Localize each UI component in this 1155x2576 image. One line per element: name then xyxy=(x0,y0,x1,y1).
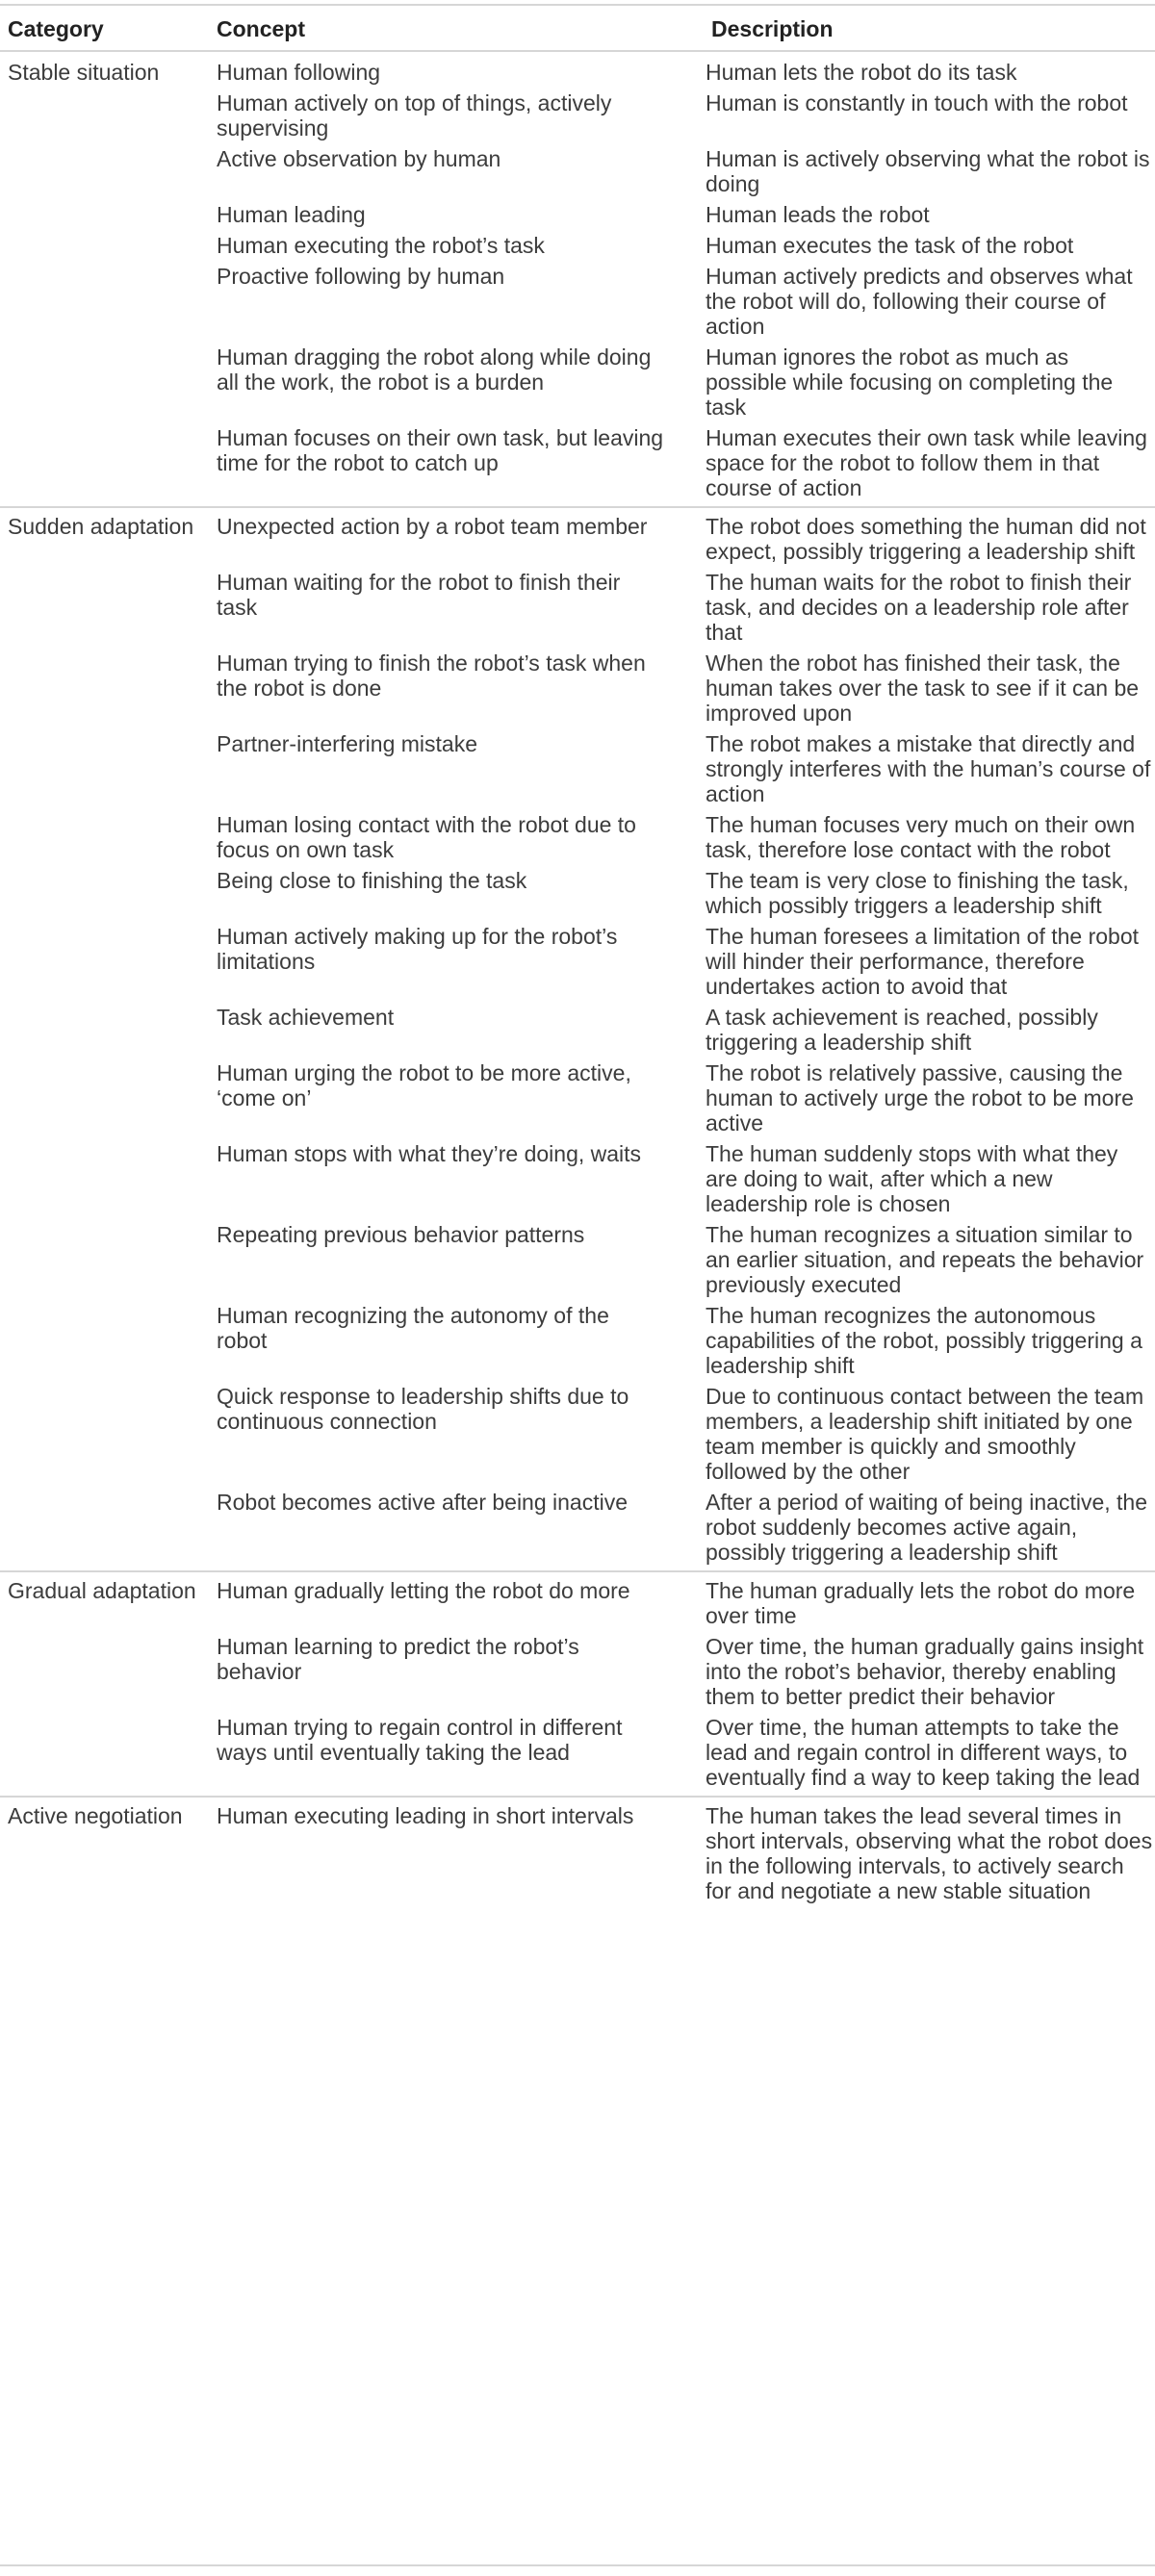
category-cell xyxy=(0,650,217,731)
description-cell: Human lets the robot do its task xyxy=(706,60,1017,85)
description-cell: The human gradually lets the robot do more over time xyxy=(706,1578,1136,1628)
description-cell: The human waits for the robot to finish their task, and decides on a leadership role after that xyxy=(706,570,1132,645)
concepts-table xyxy=(0,8,1155,1909)
concept-cell: Human urging the robot to be more active, ‘come on’ xyxy=(217,1060,631,1110)
table-row xyxy=(0,1005,1155,1060)
concept-cell: Robot becomes active after being inactive xyxy=(217,1490,629,1515)
category-cell: Active negotiation xyxy=(8,1803,183,1828)
concept-cell: Proactive following by human xyxy=(217,264,505,289)
table-row xyxy=(0,731,1155,812)
description-cell: The robot makes a mistake that directly and strongly interferes with the human’s course of action xyxy=(706,731,1151,806)
table-row xyxy=(0,264,1155,344)
table-row xyxy=(0,1303,1155,1384)
description-cell: Human is constantly in touch with the robot xyxy=(706,90,1128,115)
category-cell xyxy=(0,868,217,924)
table-row xyxy=(0,812,1155,868)
concept-cell: Human gradually letting the robot do more xyxy=(217,1578,630,1603)
description-cell: The human takes the lead several times in short intervals, observing what the robot does in the following intervals, to actively search for and negotiate a new stable situation xyxy=(706,1803,1153,1903)
description-cell: The human foresees a limitation of the robot will hinder their performance, therefore undertakes action to avoid that xyxy=(706,924,1140,999)
concept-cell: Partner-interfering mistake xyxy=(217,731,477,756)
concept-cell: Human learning to predict the robot’s behavior xyxy=(217,1634,579,1684)
header-category: Category xyxy=(8,15,104,41)
category-cell xyxy=(0,1384,217,1490)
concept-cell: Being close to finishing the task xyxy=(217,868,527,893)
category-cell xyxy=(0,146,217,202)
category-cell xyxy=(0,1303,217,1384)
table-row xyxy=(0,650,1155,731)
description-cell: When the robot has finished their task, the human takes over the task to see if it can be improved upon xyxy=(706,650,1140,726)
table-row xyxy=(0,1222,1155,1303)
category-cell xyxy=(0,570,217,650)
description-cell: The human suddenly stops with what they are doing to wait, after which a new leadership role is chosen xyxy=(706,1141,1118,1216)
table-row xyxy=(0,1797,1155,1909)
concept-cell: Human stops with what they’re doing, waits xyxy=(217,1141,642,1166)
category-cell xyxy=(0,202,217,233)
concept-cell: Human executing the robot’s task xyxy=(217,233,545,258)
table-row xyxy=(0,90,1155,146)
table-row xyxy=(0,1384,1155,1490)
category-cell xyxy=(0,1141,217,1222)
table-body xyxy=(0,51,1155,1909)
category-cell: Sudden adaptation xyxy=(8,514,194,539)
concept-cell: Human actively on top of things, actively supervising xyxy=(217,90,612,140)
concept-cell: Human following xyxy=(217,60,381,85)
concept-cell: Human executing leading in short intervals xyxy=(217,1803,634,1828)
description-cell: After a period of waiting of being inactive, the robot suddenly becomes active again, possibly triggering a leadership shift xyxy=(706,1490,1148,1565)
table-row xyxy=(0,1490,1155,1571)
table-row xyxy=(0,1715,1155,1797)
description-cell: Human actively predicts and observes what the robot will do, following their course of action xyxy=(706,264,1133,339)
concept-cell: Task achievement xyxy=(217,1005,395,1030)
header-concept: Concept xyxy=(217,15,305,41)
description-cell: Human is actively observing what the robot is doing xyxy=(706,146,1150,196)
category-cell xyxy=(0,1490,217,1571)
description-cell: The robot is relatively passive, causing the human to actively urge the robot to be more active xyxy=(706,1060,1134,1135)
table-row xyxy=(0,1634,1155,1715)
concept-cell: Unexpected action by a robot team member xyxy=(217,514,648,539)
category-cell xyxy=(0,1222,217,1303)
concept-cell: Human recognizing the autonomy of the robot xyxy=(217,1303,609,1353)
concept-cell: Active observation by human xyxy=(217,146,501,171)
table-row xyxy=(0,924,1155,1005)
category-cell xyxy=(0,924,217,1005)
category-cell xyxy=(0,812,217,868)
table-row xyxy=(0,51,1155,90)
concept-cell: Repeating previous behavior patterns xyxy=(217,1222,585,1247)
concept-cell: Human waiting for the robot to finish their task xyxy=(217,570,621,620)
category-cell xyxy=(0,1005,217,1060)
category-cell xyxy=(0,233,217,264)
table-row xyxy=(0,202,1155,233)
table-row xyxy=(0,1141,1155,1222)
category-cell xyxy=(0,90,217,146)
description-cell: Human ignores the robot as much as possible while focusing on completing the task xyxy=(706,344,1114,420)
category-cell: Stable situation xyxy=(8,60,160,85)
category-cell xyxy=(0,1060,217,1141)
concept-cell: Human trying to regain control in different ways until eventually taking the lead xyxy=(217,1715,623,1765)
table-row xyxy=(0,570,1155,650)
category-cell xyxy=(0,425,217,507)
category-cell xyxy=(0,731,217,812)
description-cell: The human focuses very much on their own task, therefore lose contact with the robot xyxy=(706,812,1136,862)
description-cell: The team is very close to finishing the task, which possibly triggers a leadership shift xyxy=(706,868,1129,918)
concept-cell: Human dragging the robot along while doing all the work, the robot is a burden xyxy=(217,344,652,395)
concept-cell: Human leading xyxy=(217,202,366,227)
category-cell xyxy=(0,1715,217,1797)
description-cell: Human executes their own task while leaving space for the robot to follow them in that course of action xyxy=(706,425,1147,500)
table-row xyxy=(0,507,1155,570)
category-cell xyxy=(0,1634,217,1715)
description-cell: The human recognizes a situation similar to an earlier situation, and repeats the behavior previously executed xyxy=(706,1222,1144,1297)
description-cell: Human executes the task of the robot xyxy=(706,233,1074,258)
description-cell: The robot does something the human did not expect, possibly triggering a leadership shift xyxy=(706,514,1146,564)
description-cell: Over time, the human gradually gains insight into the robot’s behavior, thereby enabling them to better predict their behavior xyxy=(706,1634,1144,1709)
category-cell xyxy=(0,264,217,344)
table-row xyxy=(0,1060,1155,1141)
description-cell: The human recognizes the autonomous capabilities of the robot, possibly triggering a leadership shift xyxy=(706,1303,1142,1378)
header-description: Description xyxy=(711,15,834,41)
concept-cell: Human actively making up for the robot’s limitations xyxy=(217,924,618,974)
top-rule xyxy=(0,4,1155,6)
concept-cell: Quick response to leadership shifts due to continuous connection xyxy=(217,1384,629,1434)
category-cell xyxy=(0,344,217,425)
description-cell: Over time, the human attempts to take the lead and regain control in different ways, to eventually find a way to keep taking the lead xyxy=(706,1715,1141,1790)
table-row xyxy=(0,868,1155,924)
description-cell: A task achievement is reached, possibly triggering a leadership shift xyxy=(706,1005,1098,1055)
concept-cell: Human focuses on their own task, but leaving time for the robot to catch up xyxy=(217,425,664,475)
concept-cell: Human trying to finish the robot’s task when the robot is done xyxy=(217,650,646,701)
concept-cell: Human losing contact with the robot due to focus on own task xyxy=(217,812,636,862)
table-row xyxy=(0,344,1155,425)
table-header-row xyxy=(0,8,1155,51)
description-cell: Human leads the robot xyxy=(706,202,930,227)
table-row xyxy=(0,425,1155,507)
table-row xyxy=(0,233,1155,264)
category-cell: Gradual adaptation xyxy=(8,1578,196,1603)
table-row xyxy=(0,146,1155,202)
description-cell: Due to continuous contact between the team members, a leadership shift initiated by one team member is quickly and smoothly followed by the other xyxy=(706,1384,1144,1484)
table-row xyxy=(0,1571,1155,1634)
bottom-rule xyxy=(0,2564,1155,2566)
